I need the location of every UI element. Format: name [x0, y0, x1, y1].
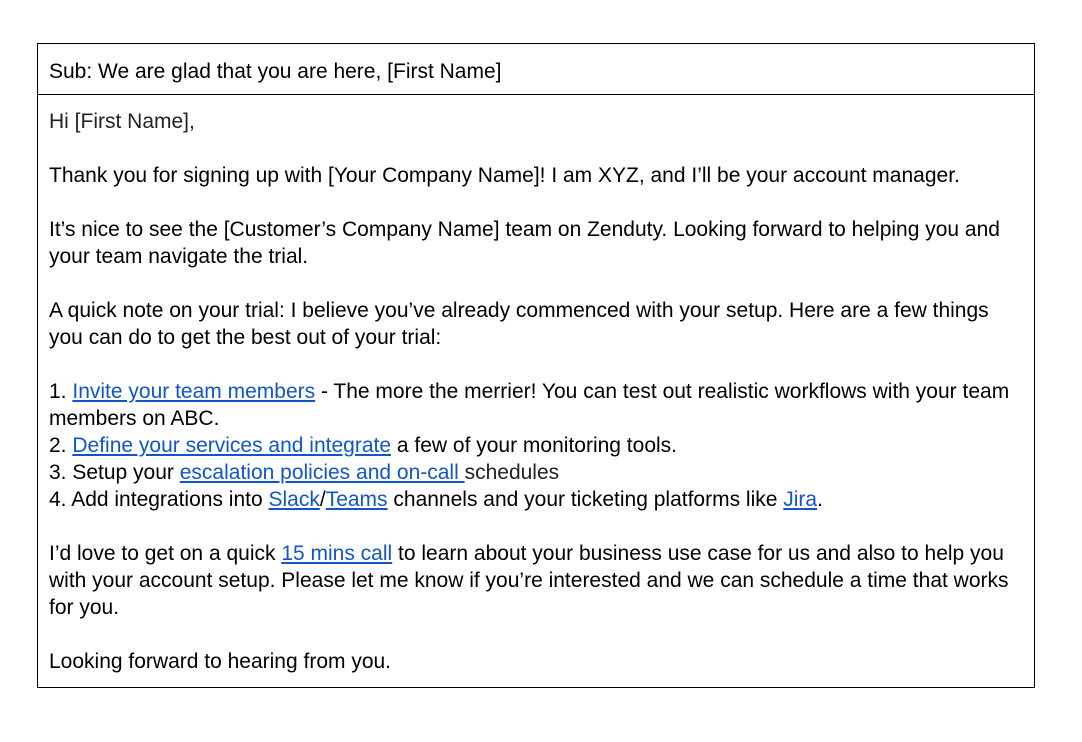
- list-item-text: a few of your monitoring tools.: [391, 434, 678, 457]
- list-item: [49, 432, 1023, 459]
- email-template-table: [37, 43, 1035, 688]
- subject-line: [38, 44, 1034, 95]
- trial-note-paragraph: A quick note on your trial: I believe you’ve already commenced with your setup. Here are a few things you can do to get the best out of your trial:: [49, 299, 989, 349]
- slack-link[interactable]: Slack: [268, 488, 320, 511]
- call-paragraph: [49, 540, 1023, 621]
- list-item-number: 4. Add integrations into: [49, 488, 269, 511]
- list-item-end: .: [817, 488, 823, 511]
- welcome-paragraph: It’s nice to see the [Customer’s Company Name] team on Zenduty. Looking forward to helping you and your team navigate the trial.: [49, 218, 1000, 268]
- greeting: Hi [First Name],: [49, 110, 195, 133]
- list-item: [49, 486, 1023, 513]
- escalation-policies-link[interactable]: escalation policies and on-call: [179, 461, 465, 484]
- list-item-text: channels and your ticketing platforms like: [387, 488, 784, 511]
- closing-line: Looking forward to hearing from you.: [49, 650, 392, 673]
- list-item-number: 1.: [49, 380, 73, 403]
- invite-team-members-link[interactable]: Invite your team members: [72, 380, 316, 403]
- steps-list: [49, 378, 1023, 513]
- call-text-after: to learn about your business use case for us and also to help you with your account setup. Please let me know if you’re interested and we can schedule a time that works for you.: [49, 542, 1009, 619]
- list-item: [49, 459, 1023, 486]
- call-text-before: I’d love to get on a quick: [49, 542, 282, 565]
- define-services-link[interactable]: Define your services and integrate: [72, 434, 392, 457]
- book-call-link[interactable]: 15 mins call: [281, 542, 393, 565]
- list-item: [49, 378, 1023, 432]
- link-separator: /: [319, 488, 326, 511]
- email-body: [38, 95, 1034, 687]
- intro-paragraph: Thank you for signing up with [Your Company Name]! I am XYZ, and I’ll be your account manager.: [49, 164, 960, 187]
- teams-link[interactable]: Teams: [325, 488, 388, 511]
- list-item-number: 2.: [49, 434, 73, 457]
- subject-text: Sub: We are glad that you are here, [First Name]: [49, 60, 502, 83]
- list-item-text: schedules: [464, 461, 560, 484]
- jira-link[interactable]: Jira: [783, 488, 818, 511]
- list-item-number: 3. Setup your: [49, 461, 180, 484]
- list-item-text: - The more the merrier! You can test out realistic workflows with your team members on ABC.: [49, 380, 1010, 430]
